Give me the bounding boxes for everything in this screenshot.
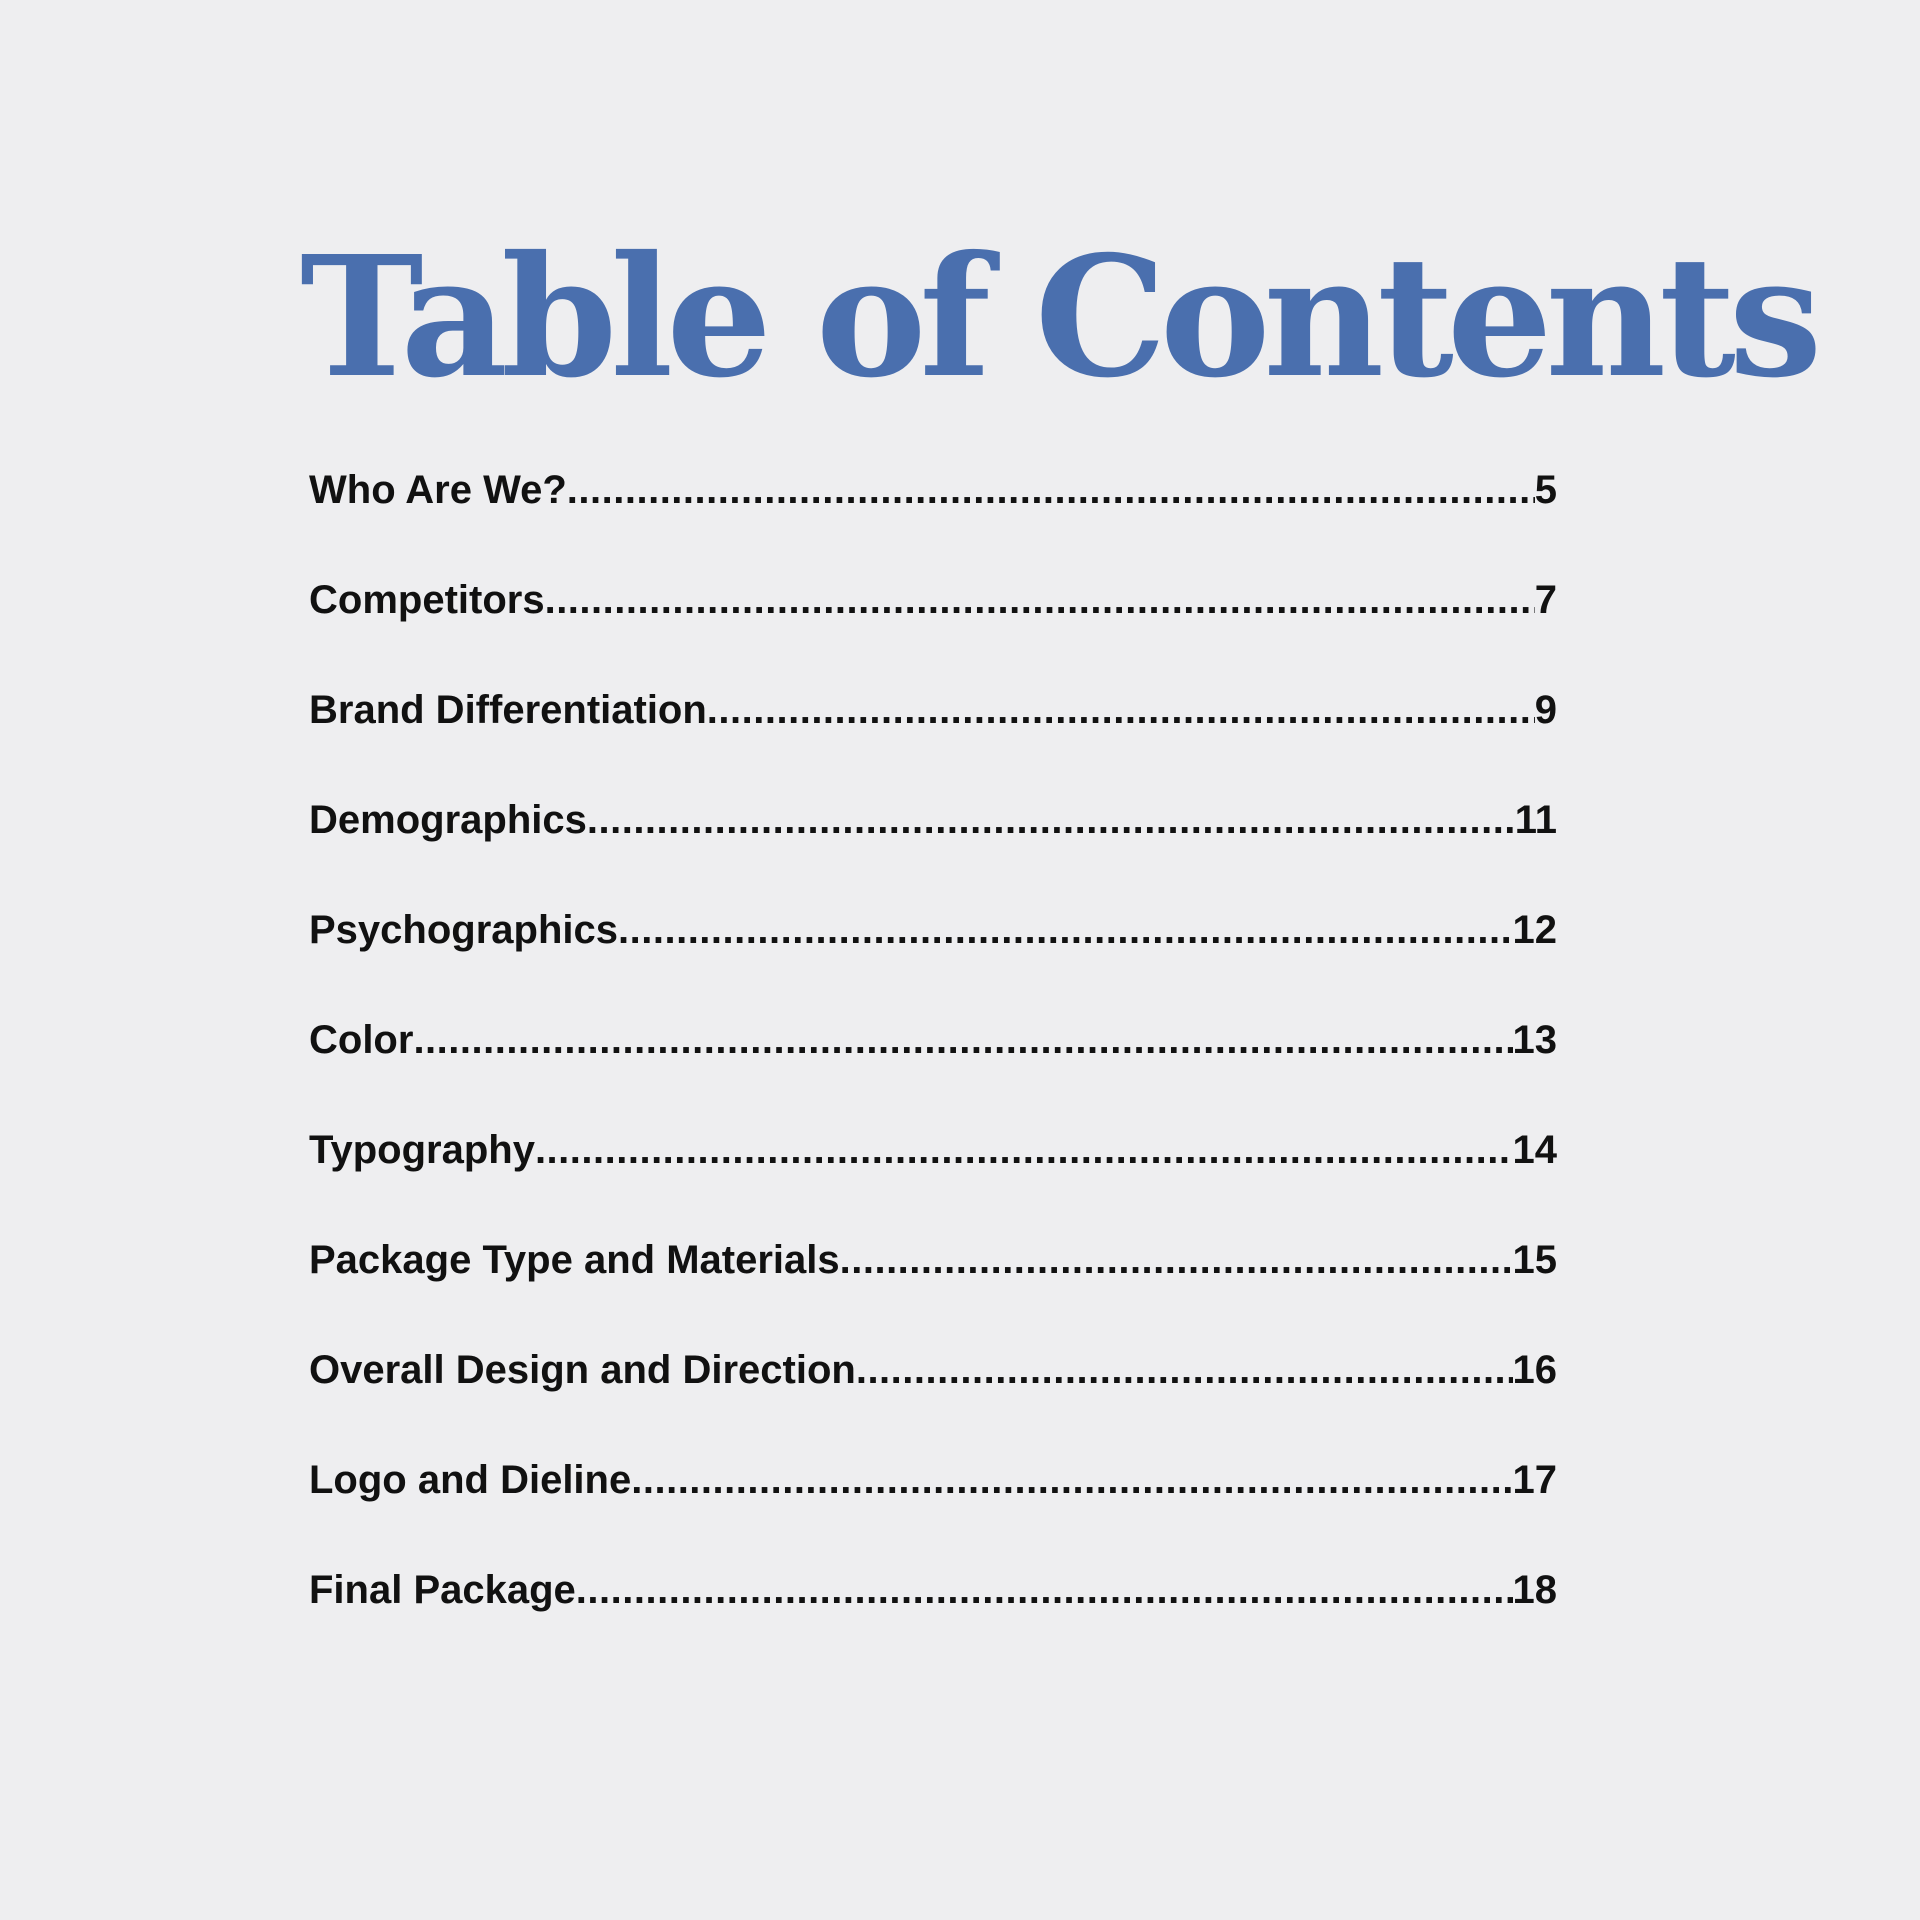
toc-entry-label: Overall Design and Direction (309, 1348, 856, 1392)
toc-entry-page-number: 17 (1512, 1458, 1557, 1502)
toc-entry[interactable] (309, 902, 1557, 1012)
toc-entry-label: Package Type and Materials (309, 1238, 840, 1282)
toc-entry[interactable] (309, 462, 1557, 572)
toc-entry[interactable] (309, 1232, 1557, 1342)
toc-entry[interactable] (309, 1562, 1557, 1672)
toc-dot-leader (587, 792, 1515, 848)
toc-entry-page-number: 14 (1512, 1128, 1557, 1172)
toc-entry[interactable] (309, 1342, 1557, 1452)
toc-dot-leader (707, 682, 1535, 738)
toc-entry-label: Demographics (309, 798, 587, 842)
toc-entry[interactable] (309, 792, 1557, 902)
table-of-contents (309, 462, 1557, 1672)
toc-entry-page-number: 15 (1512, 1238, 1557, 1282)
toc-entry-page-number: 9 (1534, 688, 1557, 732)
toc-dot-leader (535, 1122, 1513, 1178)
toc-entry-page-number: 18 (1512, 1568, 1557, 1612)
toc-entry[interactable] (309, 1452, 1557, 1562)
toc-entry-label: Psychographics (309, 908, 619, 952)
toc-dot-leader (840, 1232, 1513, 1288)
toc-entry-label: Final Package (309, 1568, 576, 1612)
page-title: Table of Contents (300, 220, 1816, 415)
toc-entry[interactable] (309, 682, 1557, 792)
toc-entry[interactable] (309, 1012, 1557, 1122)
toc-entry-page-number: 11 (1514, 798, 1557, 842)
toc-dot-leader (576, 1562, 1513, 1618)
toc-entry-page-number: 16 (1512, 1348, 1557, 1392)
toc-entry-label: Color (309, 1018, 414, 1062)
toc-dot-leader (567, 462, 1535, 518)
toc-entry-label: Who Are We? (309, 468, 567, 512)
toc-dot-leader (618, 902, 1512, 958)
toc-dot-leader (631, 1452, 1512, 1508)
toc-entry[interactable] (309, 572, 1557, 682)
toc-entry-label: Competitors (309, 578, 545, 622)
toc-entry-label: Brand Differentiation (309, 688, 707, 732)
toc-entry-page-number: 12 (1512, 908, 1557, 952)
toc-entry-page-number: 7 (1534, 578, 1557, 622)
toc-dot-leader (856, 1342, 1513, 1398)
toc-dot-leader (545, 572, 1535, 628)
toc-entry[interactable] (309, 1122, 1557, 1232)
toc-entry-page-number: 13 (1512, 1018, 1557, 1062)
toc-dot-leader (413, 1012, 1512, 1068)
toc-entry-label: Typography (309, 1128, 535, 1172)
toc-entry-page-number: 5 (1534, 468, 1557, 512)
toc-entry-label: Logo and Dieline (309, 1458, 632, 1502)
